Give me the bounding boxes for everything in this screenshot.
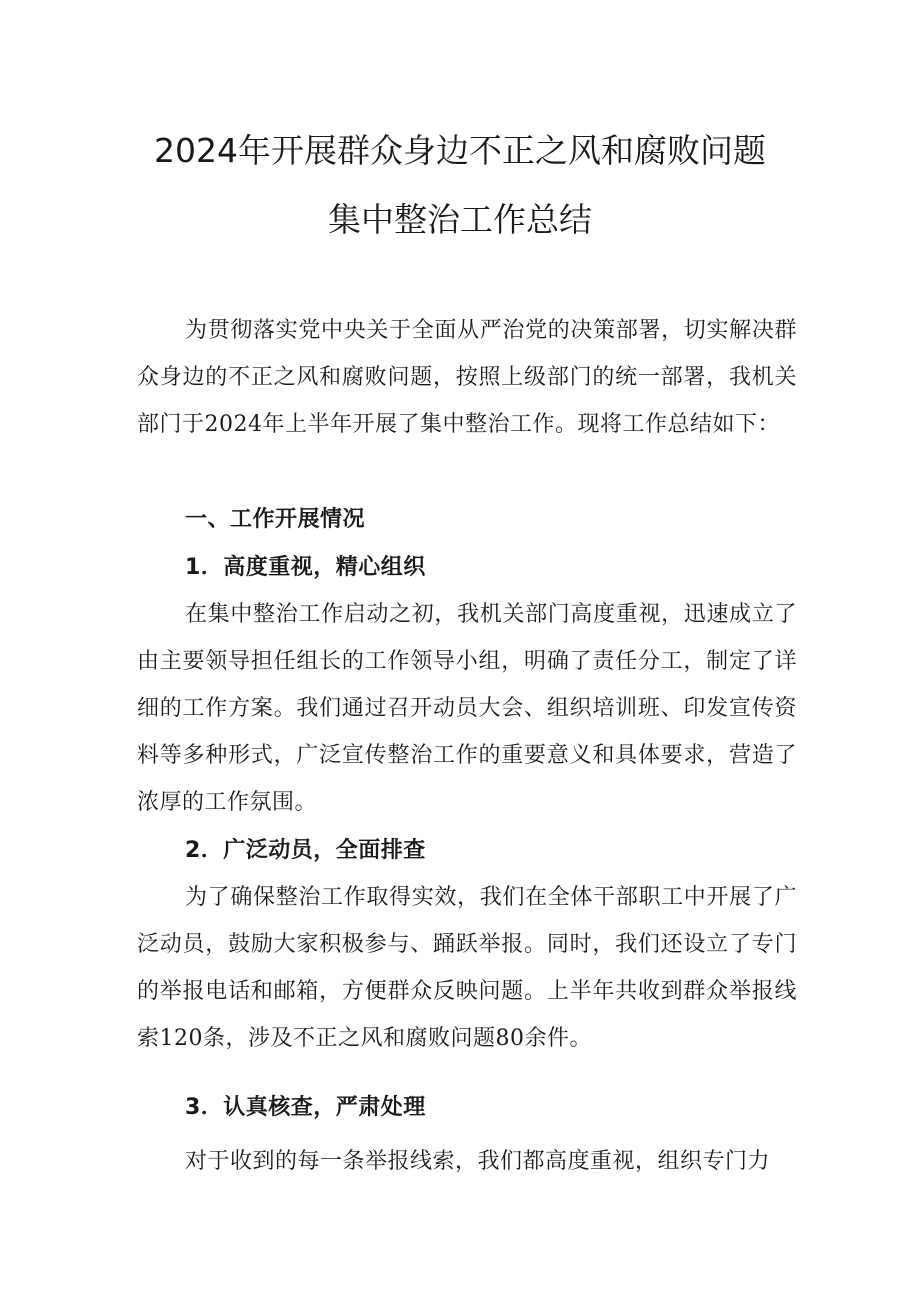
subsection-1-heading: 1．高度重视，精心组织 xyxy=(185,555,426,580)
document-title-line-1: 2024年开展群众身边不正之风和腐败问题 xyxy=(154,131,766,170)
section-1-heading: 一、工作开展情况 xyxy=(185,507,366,532)
intro-paragraph: 为贯彻落实党中央关于全面从严治党的决策部署，切实解决群众身边的不正之风和腐败问题，按照上级部门的统一部署，我机关部门于2024年上半年开展了集中整治工作。现将工作总结如下： xyxy=(137,318,797,437)
subsection-2-paragraph: 为了确保整治工作取得实效，我们在全体干部职工中开展了广泛动员，鼓励大家积极参与、踊跃举报。同时，我们还设立了专门的举报电话和邮箱，方便群众反映问题。上半年共收到群众举报线索120条，涉及不正之风和腐败问题80余件。 xyxy=(137,885,797,1051)
subsection-2-heading: 2．广泛动员，全面排查 xyxy=(185,838,426,863)
subsection-1-paragraph: 在集中整治工作启动之初，我机关部门高度重视，迅速成立了由主要领导担任组长的工作领导小组，明确了责任分工，制定了详细的工作方案。我们通过召开动员大会、组织培训班、印发宣传资料等多种形式，广泛宣传整治工作的重要意义和具体要求，营造了浓厚的工作氛围。 xyxy=(137,602,797,815)
subsection-3-paragraph: 对于收到的每一条举报线索，我们都高度重视，组织专门力 xyxy=(185,1149,771,1174)
document-title-line-2: 集中整治工作总结 xyxy=(328,200,592,239)
subsection-3-heading: 3．认真核查，严肃处理 xyxy=(185,1095,426,1120)
